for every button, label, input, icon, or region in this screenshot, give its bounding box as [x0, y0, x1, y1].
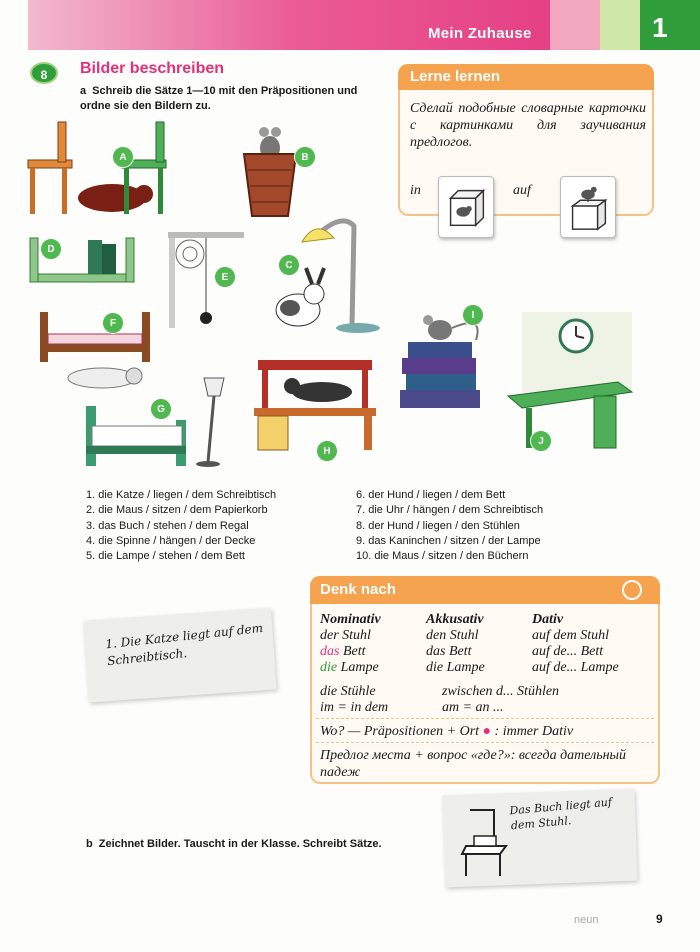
sentence-7: 7. die Uhr / hängen / dem Schreibtisch [356, 504, 544, 517]
picture-label-h: H [316, 440, 338, 462]
plural-dativ: zwischen d... Stühlen [442, 684, 560, 699]
contraction-am: am = an ... [442, 700, 504, 715]
picture-label-c: C [278, 254, 300, 276]
sentence-4: 4. die Spinne / hängen / der Decke [86, 534, 256, 547]
part-a-text: Schreib die Sätze 1—10 mit den Präpositionen und ordne sie den Bildern zu. [80, 85, 358, 112]
card-in-bird-box-image [438, 176, 494, 238]
picture-g-lamp-next-to-bed [82, 376, 234, 468]
nom-row-1: der Stuhl [320, 628, 371, 643]
lerne-lernen-header [398, 64, 654, 90]
nom-row-2: das Bett [320, 644, 366, 659]
drawing-note-text: Das Buch liegt auf dem Stuhl. [509, 795, 613, 833]
sentence-2: 2. die Maus / sitzen / dem Papierkorb [86, 504, 268, 517]
akk-row-1: den Stuhl [426, 628, 479, 643]
sentence-list-left [86, 488, 346, 564]
dat-row-3: auf de... Lampe [532, 660, 619, 675]
lerne-lernen-title: Lerne lernen [410, 68, 501, 85]
sentence-10: 10. die Maus / sitzen / den Büchern [356, 550, 529, 563]
exercise-number-badge: 8 [30, 62, 58, 84]
picture-label-j: J [530, 430, 552, 452]
exercise-title: Bilder beschreiben [80, 60, 225, 77]
chair-with-book-sketch [460, 806, 512, 878]
part-a-label: a [80, 85, 87, 97]
akk-row-2: das Bett [426, 644, 472, 659]
part-b-text: Zeichnet Bilder. Tauscht in der Klasse. Schreibt Sätze. [98, 838, 382, 850]
sentence-list-right [356, 488, 656, 564]
rule-russian: Предлог места + вопрос «где?»: всегда дательный падеж [320, 748, 627, 780]
picture-a-dog-between-chairs [26, 120, 166, 218]
card-word-auf: auf [513, 183, 531, 198]
header-tint-block [550, 0, 600, 50]
sentence-3: 3. das Buch / stehen / dem Regal [86, 519, 249, 532]
sentence-8: 8. der Hund / liegen / den Stühlen [356, 519, 520, 532]
sentence-5: 5. die Lampe / stehen / dem Bett [86, 550, 245, 563]
denk-nach-header [310, 576, 660, 604]
picture-label-b: B [294, 146, 316, 168]
divider [316, 718, 654, 719]
akk-row-3: die Lampe [426, 660, 485, 675]
card-auf-bird-box-image [560, 176, 616, 238]
page-number: 9 [656, 912, 663, 926]
chapter-title: Mein Zuhause [428, 25, 532, 42]
picture-label-a: A [112, 146, 134, 168]
picture-label-i: I [462, 304, 484, 326]
rule-line: Wo? — Präpositionen + Ort ● : immer Dativ [320, 724, 574, 739]
picture-label-g: G [150, 398, 172, 420]
part-b-label: b [86, 838, 93, 850]
exercise-part-b [86, 838, 382, 850]
nom-row-3: die Lampe [320, 660, 379, 675]
example-note-text: 1. Die Katze liegt auf dem Schreibtisch. [104, 620, 264, 669]
picture-i-mouse-on-books [398, 312, 494, 412]
sentence-6: 6. der Hund / liegen / dem Bett [356, 489, 506, 501]
dat-row-2: auf de... Bett [532, 644, 604, 659]
picture-j-clock-above-desk [508, 312, 638, 452]
picture-h-cat-on-desk [254, 358, 376, 454]
dat-row-1: auf dem Stuhl [532, 628, 609, 643]
smiley-icon [622, 580, 642, 600]
header-nominativ: Nominativ [320, 612, 381, 627]
divider [316, 742, 654, 743]
sentence-1: 1. die Katze / liegen / dem Schreibtisch [86, 489, 277, 501]
picture-label-e: E [214, 266, 236, 288]
chapter-number: 1 [652, 12, 668, 43]
picture-label-d: D [40, 238, 62, 260]
contraction-im: im = in dem [320, 700, 389, 715]
card-word-in: in [410, 183, 421, 198]
header-dativ: Dativ [532, 612, 564, 627]
header-akkusativ: Akkusativ [426, 612, 484, 627]
plural-nominativ: die Stühle [320, 684, 376, 699]
denk-nach-title: Denk nach [320, 581, 396, 598]
picture-b-mouse-in-basket [240, 124, 300, 218]
exercise-part-a [80, 84, 380, 114]
picture-label-f: F [102, 312, 124, 334]
chapter-number-box [640, 0, 700, 50]
sentence-9: 9. das Kaninchen / sitzen / der Lampe [356, 534, 541, 547]
footer-page-word: neun [574, 914, 599, 926]
lerne-lernen-text: Сделай подобные словарные карточки с картинками для заучивания предлогов. [410, 101, 646, 150]
